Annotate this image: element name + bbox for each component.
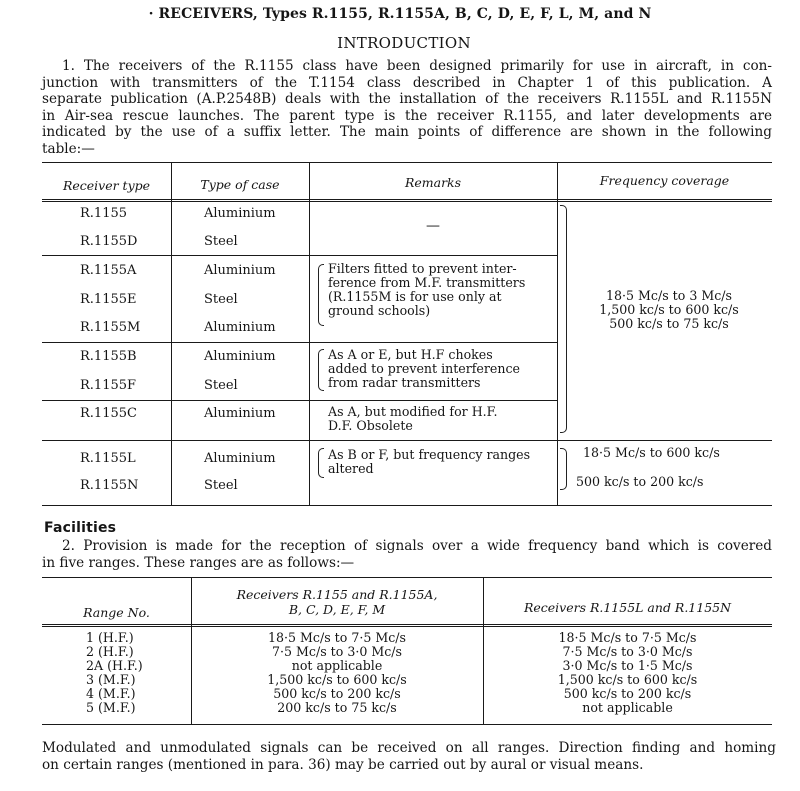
table-row-case: Aluminium bbox=[204, 451, 276, 466]
paragraph-line: 1. The receivers of the R.1155 class have been designed primarily for use in aircraft, in con- bbox=[62, 58, 772, 74]
table-rule bbox=[42, 505, 772, 506]
frequency-bracket bbox=[560, 448, 567, 490]
table-rule bbox=[42, 199, 772, 200]
table-row bbox=[191, 631, 483, 715]
table-row-type: R.1155A bbox=[80, 263, 137, 278]
remark-line: ference from M.F. transmitters bbox=[328, 275, 526, 290]
remark-line: D.F. Obsolete bbox=[328, 418, 413, 433]
table-row-type: R.1155E bbox=[80, 292, 137, 307]
paragraph-line: in Air-sea rescue launches. The parent type is the receiver R.1155, and later developments are bbox=[42, 107, 772, 124]
table-row-case: Steel bbox=[204, 234, 238, 249]
frequency-line: 500 kc/s to 75 kc/s bbox=[609, 316, 729, 331]
table-rule bbox=[42, 440, 772, 441]
range-value-ln: 1,500 kc/s to 600 kc/s bbox=[557, 672, 698, 687]
header-receivers-ln: Receivers R.1155L and R.1155N bbox=[523, 600, 732, 615]
remark-line: Filters fitted to prevent inter- bbox=[328, 261, 517, 276]
range-value-main: 18·5 Mc/s to 7·5 Mc/s bbox=[267, 630, 407, 645]
range-value-main: 7·5 Mc/s to 3·0 Mc/s bbox=[271, 644, 403, 659]
remark-line: from radar transmitters bbox=[328, 375, 481, 390]
paragraph-line: table:— bbox=[42, 140, 95, 157]
section-heading-introduction: INTRODUCTION bbox=[337, 34, 471, 52]
paragraph-2 bbox=[42, 538, 772, 571]
remark-line: altered bbox=[328, 461, 374, 476]
paragraph-line: junction with transmitters of the T.1154 class described in Chapter 1 of this publication. A bbox=[42, 74, 772, 91]
range-no: 1 (H.F.) bbox=[86, 630, 134, 645]
table-row-case: Aluminium bbox=[204, 406, 276, 421]
table-row bbox=[483, 631, 772, 715]
table-rule bbox=[42, 400, 557, 401]
remark-bracket bbox=[318, 448, 324, 478]
paragraph-line: Modulated and unmodulated signals can be received on all ranges. Direction finding and homing bbox=[42, 740, 776, 756]
header-receivers-main-line1: Receivers R.1155 and R.1155A, bbox=[236, 587, 438, 602]
range-no: 4 (M.F.) bbox=[86, 686, 136, 701]
paragraph-line: in five ranges. These ranges are as follows:— bbox=[42, 554, 355, 571]
remark-line: As A, but modified for H.F. bbox=[328, 404, 498, 419]
paragraph-line: 2. Provision is made for the reception of signals over a wide frequency band which is covered bbox=[62, 538, 772, 554]
table-row-type: R.1155L bbox=[80, 451, 136, 466]
range-no: 3 (M.F.) bbox=[86, 672, 136, 687]
range-value-ln: 3·0 Mc/s to 1·5 Mc/s bbox=[562, 658, 693, 673]
frequency-ln-low: 500 kc/s to 200 kc/s bbox=[576, 474, 704, 489]
frequency-ln-high: 18·5 Mc/s to 600 kc/s bbox=[583, 445, 720, 460]
table-row-type: R.1155F bbox=[80, 378, 137, 393]
paragraph-line: indicated by the use of a suffix letter. The main points of difference are shown in the following bbox=[42, 124, 772, 140]
header-range-no: Range No. bbox=[83, 605, 150, 620]
header-type-of-case: Type of case bbox=[200, 177, 280, 192]
table-column-rule bbox=[557, 162, 558, 505]
table-rule bbox=[42, 255, 557, 256]
frequency-line: 18·5 Mc/s to 3 Mc/s bbox=[605, 288, 733, 303]
remark-none: — bbox=[426, 218, 440, 234]
range-value-ln: 500 kc/s to 200 kc/s bbox=[563, 686, 692, 701]
remark-line: As B or F, but frequency ranges bbox=[328, 447, 531, 462]
remark-hf-chokes bbox=[328, 348, 520, 390]
table-row-type: R.1155B bbox=[80, 349, 137, 364]
header-frequency-coverage: Frequency coverage bbox=[599, 173, 730, 188]
table-row-type: R.1155M bbox=[80, 320, 141, 335]
footer-paragraph bbox=[42, 740, 776, 774]
header-remarks: Remarks bbox=[404, 175, 462, 190]
remark-filters bbox=[328, 262, 525, 318]
table-row bbox=[86, 631, 143, 715]
paragraph-1 bbox=[42, 58, 772, 157]
table-row-case: Aluminium bbox=[204, 320, 276, 335]
table-row-type: R.1155D bbox=[80, 234, 138, 249]
table-rule bbox=[42, 577, 772, 578]
table-row-type: R.1155N bbox=[80, 478, 139, 493]
table-row-case: Aluminium bbox=[204, 206, 276, 221]
range-value-ln: 18·5 Mc/s to 7·5 Mc/s bbox=[558, 630, 697, 645]
table-rule bbox=[42, 342, 557, 343]
table-row-case: Steel bbox=[204, 292, 238, 307]
range-no: 5 (M.F.) bbox=[86, 700, 136, 715]
table-rule bbox=[42, 624, 772, 625]
range-value-ln: 7·5 Mc/s to 3·0 Mc/s bbox=[562, 644, 693, 659]
table-column-rule bbox=[171, 162, 172, 505]
remark-line: (R.1155M is for use only at bbox=[328, 289, 502, 304]
remark-ranges-altered bbox=[328, 448, 530, 476]
table-rule bbox=[42, 201, 772, 202]
range-no: 2A (H.F.) bbox=[86, 658, 143, 673]
table-row-case: Aluminium bbox=[204, 263, 276, 278]
remark-bracket bbox=[318, 349, 324, 391]
remark-line: added to prevent interference bbox=[328, 361, 520, 376]
header-receivers-main-line2: B, C, D, E, F, M bbox=[288, 602, 386, 617]
paragraph-line: on certain ranges (mentioned in para. 36) may be carried out by aural or visual means. bbox=[42, 757, 644, 773]
table-row-case: Steel bbox=[204, 378, 238, 393]
range-no: 2 (H.F.) bbox=[86, 644, 134, 659]
remark-line: ground schools) bbox=[328, 303, 431, 318]
remark-bracket bbox=[318, 264, 324, 326]
table-rule bbox=[42, 162, 772, 163]
table-row-case: Steel bbox=[204, 478, 238, 493]
paragraph-line: separate publication (A.P.2548B) deals with the installation of the receivers R.1155L and R.1155N bbox=[42, 91, 772, 107]
remark-line: As A or E, but H.F chokes bbox=[328, 347, 493, 362]
frequency-line: 1,500 kc/s to 600 kc/s bbox=[599, 302, 739, 317]
table-column-rule bbox=[309, 162, 310, 505]
table-row-type: R.1155 bbox=[80, 206, 128, 221]
table-row-type: R.1155C bbox=[80, 406, 137, 421]
table-row-case: Aluminium bbox=[204, 349, 276, 364]
range-value-main: 500 kc/s to 200 kc/s bbox=[273, 686, 401, 701]
section-heading-facilities: Facilities bbox=[44, 520, 117, 536]
header-receiver-type: Receiver type bbox=[62, 178, 151, 193]
remark-df-obsolete bbox=[328, 405, 497, 433]
range-value-main: not applicable bbox=[291, 658, 383, 673]
frequency-main bbox=[566, 289, 772, 331]
page-title: · RECEIVERS, Types R.1155, R.1155A, B, C, D, E, F, L, M, and N bbox=[148, 6, 652, 22]
range-value-ln: not applicable bbox=[582, 700, 673, 715]
table-rule bbox=[42, 626, 772, 627]
range-value-main: 200 kc/s to 75 kc/s bbox=[277, 700, 397, 715]
range-value-main: 1,500 kc/s to 600 kc/s bbox=[267, 672, 407, 687]
table-rule bbox=[42, 724, 772, 725]
